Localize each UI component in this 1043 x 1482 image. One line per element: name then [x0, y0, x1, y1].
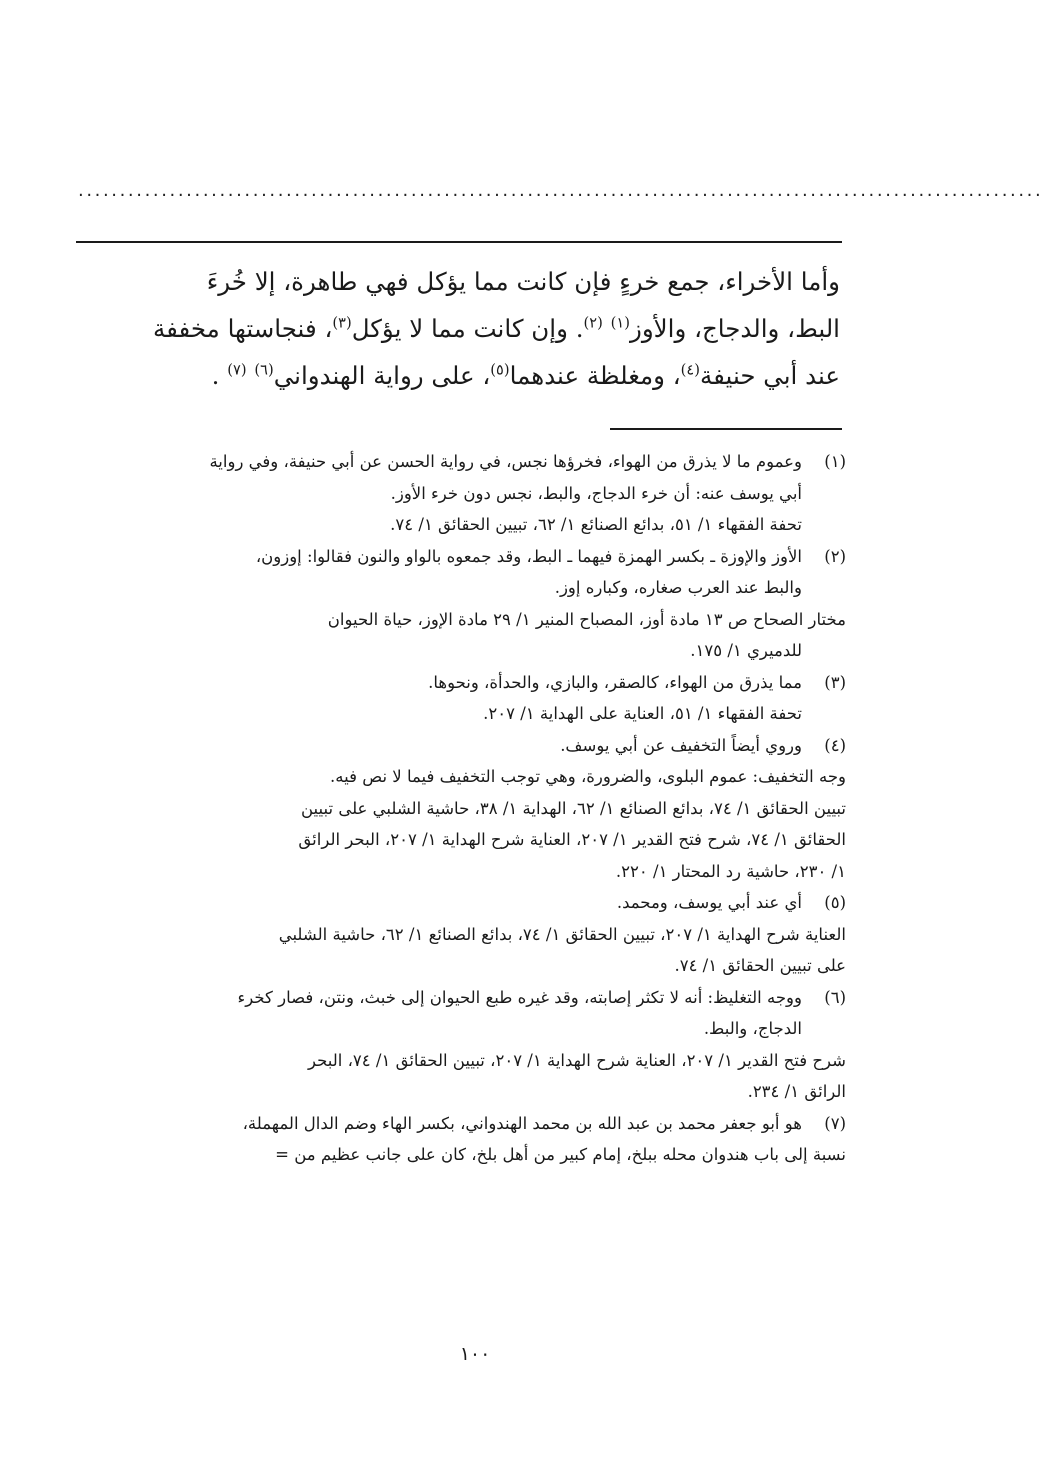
footnote-ref[interactable]: (٦)	[254, 361, 274, 379]
footnote-line: ووجه التغليظ: أنه لا تكثر إصابته، وقد غيره طبع الحيوان إلى خبث، ونتن، فصار كخرء	[237, 987, 802, 1007]
footnote-line: نسبة إلى باب هندوان محله ببلخ، إمام كبير من أهل بلخ، كان على جانب عظيم من =	[275, 1145, 846, 1164]
footnote-ref[interactable]: (٥)	[490, 361, 510, 379]
footnote-source: تحفة الفقهاء ١/ ٥١، العناية على الهداية ١/ ٢٠٧.	[483, 704, 802, 723]
footnote-source: الرائق ١/ ٢٣٤.	[747, 1082, 846, 1101]
footnote-source: الحقائق ١/ ٧٤، شرح فتح القدير ١/ ٢٠٧، العناية شرح الهداية ١/ ٢٠٧، البحر الرائق	[298, 830, 846, 849]
footnote-source: مختار الصحاح ص ١٣ مادة أوز، المصباح المنير ١/ ٢٩ مادة الإوز، حياة الحيوان	[327, 609, 846, 629]
footnote-number: (٦)	[824, 987, 846, 1007]
footnote-number: (٤)	[824, 735, 846, 755]
footnote-source: العناية شرح الهداية ١/ ٢٠٧، تبيين الحقائق ١/ ٧٤، بدائع الصنائع ١/ ٦٢، حاشية الشلبي	[278, 924, 846, 944]
footnote-line: والبط عند العرب صغاره، وكباره إوز.	[554, 578, 802, 597]
footnote-source: شرح فتح القدير ١/ ٢٠٧، العناية شرح الهداية ١/ ٢٠٧، تبيين الحقائق ١/ ٧٤، البحر	[307, 1050, 846, 1070]
main-text	[78, 258, 840, 399]
footnote-line: وروي أيضاً التخفيف عن أبي يوسف.	[560, 735, 802, 755]
footnote-body	[76, 1108, 846, 1171]
footnote-number: (٧)	[824, 1113, 846, 1133]
footnote-body	[76, 541, 846, 667]
text-segment: . وإن كانت مما لا يؤكل	[351, 314, 584, 343]
footnote-line: أي عند أبي يوسف، ومحمد.	[616, 893, 802, 912]
footnote-ref[interactable]: (٢)	[583, 314, 603, 332]
text-segment: عند أبي حنيفة	[700, 361, 840, 390]
footnote-6	[76, 982, 846, 1108]
footnote-source: تبيين الحقائق ١/ ٧٤، بدائع الصنائع ١/ ٦٢، الهداية ١/ ٣٨، حاشية الشلبي على تبيين	[301, 798, 846, 818]
footnote-line: وعموم ما لا يذرق من الهواء، فخرؤها نجس، في رواية الحسن عن أبي حنيفة، وفي رواية	[209, 452, 802, 471]
dotted-separator: ....................................................................................................................	[78, 180, 1043, 201]
top-rule	[76, 241, 842, 243]
footnote-ref[interactable]: (٤)	[680, 361, 701, 379]
footnote-ref[interactable]: (١)	[610, 314, 631, 332]
footnote-body	[76, 730, 846, 888]
footnote-5	[76, 887, 846, 982]
footnote-source: ١/ ٢٣٠، حاشية رد المحتار ١/ ٢٢٠.	[615, 861, 846, 881]
footnote-3	[76, 667, 846, 730]
footnote-7	[76, 1108, 846, 1171]
footnote-source: على تبيين الحقائق ١/ ٧٤.	[674, 956, 846, 975]
footnotes	[76, 446, 846, 1171]
footnote-rule	[610, 428, 842, 430]
text-segment: ، فنجاستها مخففة	[152, 314, 333, 343]
text-segment: ، على رواية الهندواني	[273, 361, 491, 390]
footnote-body	[76, 446, 802, 541]
footnote-body	[76, 887, 846, 982]
footnote-ref[interactable]: (٧)	[227, 361, 247, 379]
footnote-number: (١)	[824, 452, 846, 471]
footnote-body	[76, 667, 802, 730]
footnote-line: وجه التخفيف: عموم البلوى، والضرورة، وهي توجب التخفيف فيما لا نص فيه.	[330, 767, 846, 786]
footnote-source: للدميري ١/ ١٧٥.	[690, 641, 802, 660]
footnote-source: تحفة الفقهاء ١/ ٥١، بدائع الصنائع ١/ ٦٢، تبيين الحقائق ١/ ٧٤.	[390, 515, 802, 534]
text-segment: البط، والدجاج، والأوز	[630, 314, 840, 343]
text-segment: .	[211, 361, 220, 390]
footnote-body	[76, 982, 846, 1108]
main-line: وأما الأخراء، جمع خرءٍ فإن كانت مما يؤكل فهي طاهرة، إلا خُرءَ	[206, 267, 840, 296]
page-number: ١٠٠	[459, 1343, 491, 1365]
footnote-line: الدجاج، والبط.	[703, 1019, 802, 1038]
footnote-4	[76, 730, 846, 888]
footnote-number: (٥)	[824, 893, 846, 912]
footnote-line: هو أبو جعفر محمد بن عبد الله بن محمد الهندواني، بكسر الهاء وضم الدال المهملة،	[242, 1113, 802, 1133]
footnote-ref[interactable]: (٣)	[332, 314, 352, 332]
footnote-1	[76, 446, 846, 541]
footnote-line: الأوز والإوزة ـ بكسر الهمزة فيهما ـ البط، وقد جمعوه بالواو والنون فقالوا: إوزون،	[255, 546, 802, 566]
footnote-2	[76, 541, 846, 667]
footnote-line: أبي يوسف عنه: أن خرء الدجاج، والبط، نجس دون خرء الأوز.	[390, 483, 802, 503]
footnote-line: مما يذرق من الهواء، كالصقر، والبازي، والحدأة، ونحوها.	[428, 672, 802, 692]
main-line	[78, 352, 840, 399]
footnote-number: (٣)	[824, 672, 846, 692]
main-line	[78, 305, 840, 352]
text-segment: ، ومغلظة عندهما	[509, 361, 681, 390]
footnote-number: (٢)	[824, 546, 846, 566]
